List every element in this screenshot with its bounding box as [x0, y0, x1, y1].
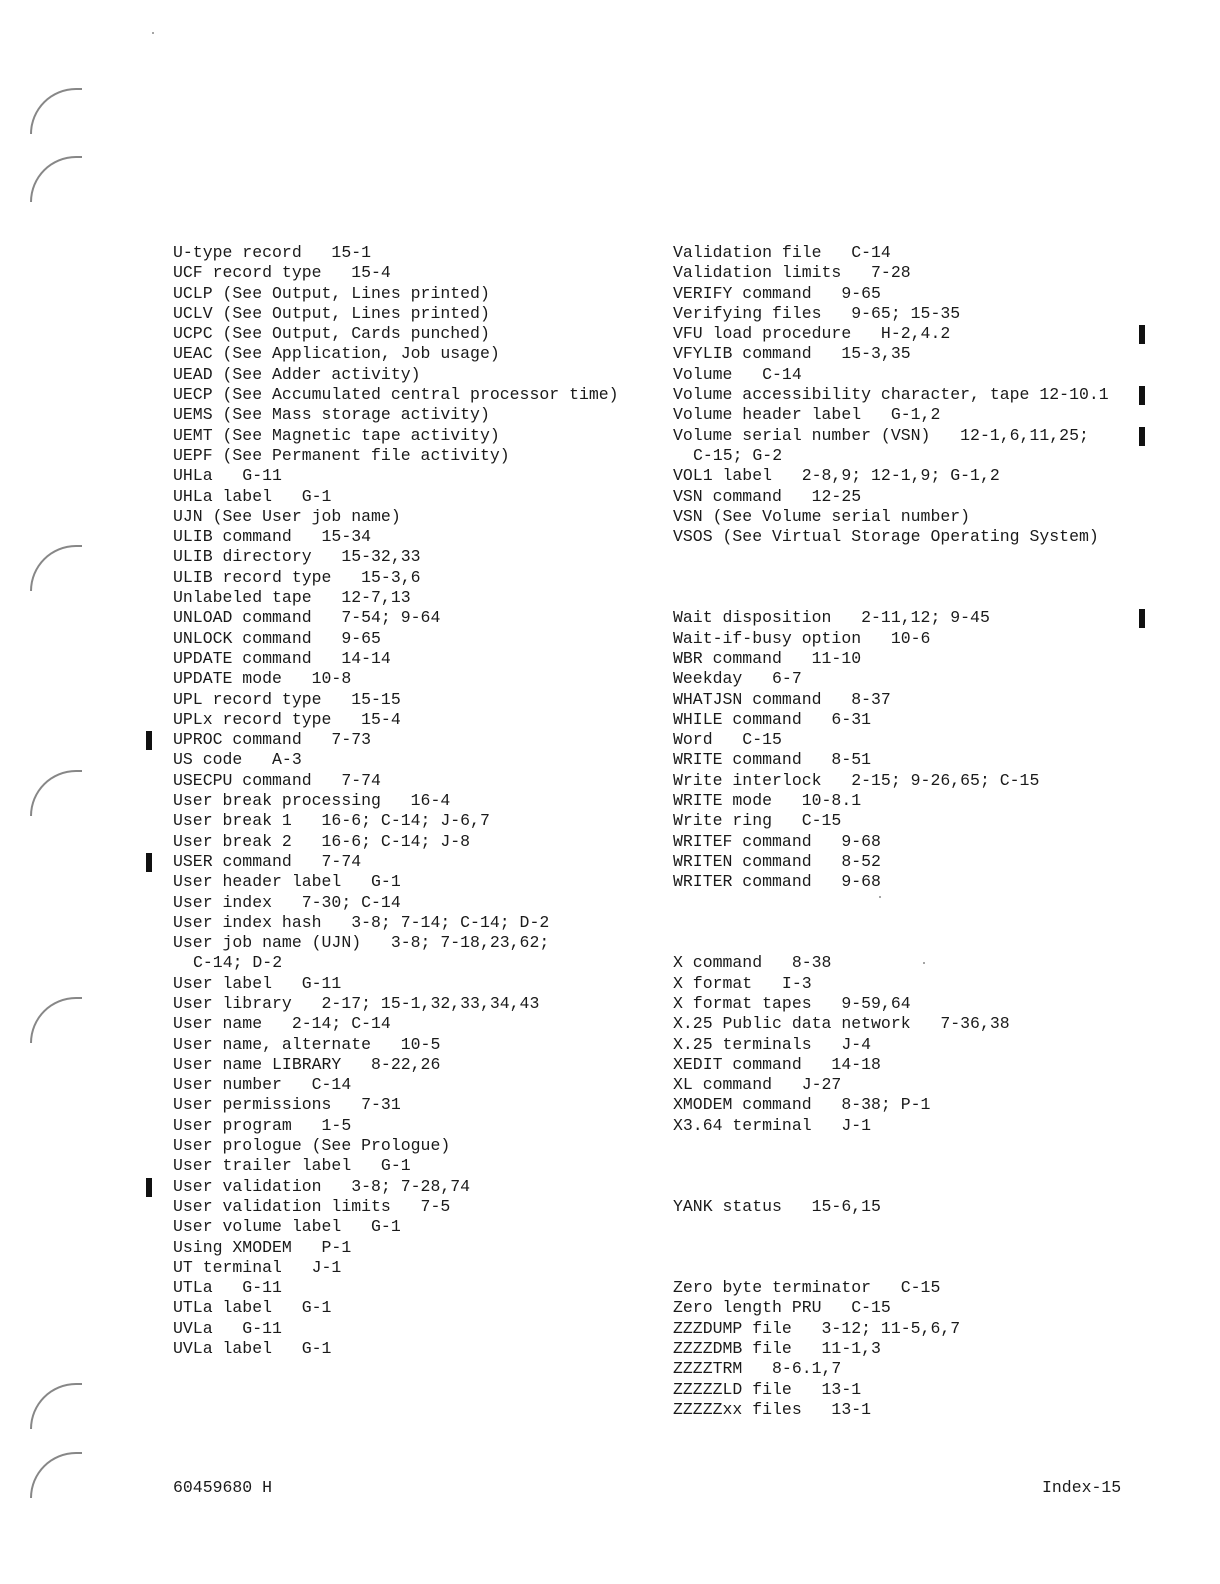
index-entry: [173, 1035, 643, 1055]
index-entry: [173, 284, 643, 304]
index-entry-text: VSOS (See Virtual Storage Operating System): [673, 527, 1099, 547]
change-bar: [1139, 427, 1145, 446]
index-entry: [173, 669, 643, 689]
index-entry-text: U-type record 15-1: [173, 243, 372, 262]
index-entry: [173, 750, 643, 770]
index-entry-text: ZZZZZxx files 13-1: [673, 1399, 872, 1419]
change-bar: [1139, 325, 1145, 344]
index-entry-text: User header label G-1: [173, 872, 401, 892]
index-entry-text: UHLa label G-1: [173, 486, 332, 506]
index-entry: [173, 1156, 643, 1176]
index-entry: [173, 1258, 643, 1278]
index-entry-text: Verifying files 9-65; 15-35: [673, 303, 961, 323]
index-entry-text: Word C-15: [673, 730, 782, 750]
index-entry: [673, 1400, 1133, 1420]
index-entry-text: Weekday 6-7: [673, 669, 802, 689]
index-entry-text: VSN command 12-25: [673, 486, 862, 506]
index-entry: [173, 974, 643, 994]
index-entry-text: ZZZDUMP file 3-12; 11-5,6,7: [673, 1318, 961, 1338]
scan-speck: [152, 32, 154, 34]
index-entry: [173, 811, 643, 831]
index-entry: [673, 1359, 1133, 1379]
index-entry-text: WHILE command 6-31: [673, 709, 872, 729]
index-entry-text: User job name (UJN) 3-8; 7-18,23,62;: [173, 933, 550, 953]
index-entry: [673, 385, 1133, 405]
index-entry-text: User program 1-5: [173, 1115, 352, 1135]
index-entry: [173, 710, 643, 730]
index-entry-text: VFYLIB command 15-3,35: [673, 344, 911, 364]
change-bar: [1139, 609, 1145, 628]
index-entry: [173, 527, 643, 547]
index-entry-text: Validation file C-14: [673, 243, 891, 262]
index-entry: [173, 1116, 643, 1136]
index-entry: [673, 649, 1133, 669]
index-entry-text: ZZZZZLD file 13-1: [673, 1379, 862, 1399]
index-entry: [673, 1339, 1133, 1359]
change-bar: [146, 1178, 152, 1197]
index-entry: [173, 1075, 643, 1095]
index-entry-text: X command 8-38: [673, 953, 832, 973]
index-entry: [673, 710, 1133, 730]
index-entry-text: User validation 3-8; 7-28,74: [173, 1176, 471, 1196]
index-entry-text: User break 1 16-6; C-14; J-6,7: [173, 811, 490, 831]
index-entry-text: UCF record type 15-4: [173, 263, 391, 283]
index-entry: [673, 690, 1133, 710]
index-entry-text: Zero byte terminator C-15: [673, 1278, 941, 1298]
index-entry: [673, 527, 1133, 547]
index-entry-text: ULIB directory 15-32,33: [173, 547, 421, 567]
index-entry-text: Volume header label G-1,2: [673, 405, 941, 425]
index-entry: [173, 466, 643, 486]
index-entry-text: ZZZZDMB file 11-1,3: [673, 1339, 881, 1359]
index-entry: [673, 669, 1133, 689]
index-entry: [173, 385, 643, 405]
index-entry-text: US code A-3: [173, 750, 302, 770]
index-entry-text: UTLa G-11: [173, 1278, 282, 1298]
page-label: Index-15: [1042, 1478, 1122, 1497]
index-entry: [173, 547, 643, 567]
index-entry: [173, 629, 643, 649]
index-entry-text: Validation limits 7-28: [673, 263, 911, 283]
index-entry-text: VOL1 label 2-8,9; 12-1,9; G-1,2: [673, 466, 1000, 486]
index-entry-text: UT terminal J-1: [173, 1257, 342, 1277]
index-entry-text: WRITE mode 10-8.1: [673, 791, 862, 811]
index-entry: [173, 426, 643, 446]
punch-hole-mark: [30, 545, 82, 591]
index-entry: [173, 994, 643, 1014]
index-entry-text: XMODEM command 8-38; P-1: [673, 1095, 931, 1115]
index-entry-text: Volume serial number (VSN) 12-1,6,11,25;: [673, 425, 1089, 445]
index-entry-text: Unlabeled tape 12-7,13: [173, 588, 411, 608]
index-entry-text: User validation limits 7-5: [173, 1196, 451, 1216]
index-entry-text: UEAC (See Application, Job usage): [173, 344, 500, 364]
index-entry-text: User name 2-14; C-14: [173, 1014, 391, 1034]
index-entry-text: XL command J-27: [673, 1075, 842, 1095]
index-entry: [673, 730, 1133, 750]
index-entry: [673, 487, 1133, 507]
index-entry: [173, 1319, 643, 1339]
punch-hole-mark: [30, 88, 82, 134]
index-entry: [173, 487, 643, 507]
index-entry: [173, 365, 643, 385]
index-entry-text: UNLOAD command 7-54; 9-64: [173, 608, 441, 628]
index-entry-text: ULIB command 15-34: [173, 527, 372, 547]
change-bar: [146, 731, 152, 750]
index-entry-text: UPLx record type 15-4: [173, 709, 401, 729]
index-entry-text: User index hash 3-8; 7-14; C-14; D-2: [173, 912, 550, 932]
index-entry-text: User name, alternate 10-5: [173, 1034, 441, 1054]
index-entry: [173, 608, 643, 628]
index-column-right: [673, 243, 1133, 1420]
index-entry: [173, 1055, 643, 1075]
index-entry: [173, 344, 643, 364]
group-spacer: [673, 1136, 1133, 1197]
index-entry-text: User volume label G-1: [173, 1217, 401, 1237]
index-entry: [173, 1298, 643, 1318]
index-entry-text: UTLa label G-1: [173, 1298, 332, 1318]
index-entry: [173, 690, 643, 710]
index-entry-text: XEDIT command 14-18: [673, 1054, 881, 1074]
punch-hole-mark: [30, 997, 82, 1043]
index-entry: [673, 1095, 1133, 1115]
index-entry-text: WRITE command 8-51: [673, 750, 872, 770]
index-entry: [673, 1035, 1133, 1055]
index-entry-text: UEMT (See Magnetic tape activity): [173, 425, 500, 445]
index-entry: [173, 913, 643, 933]
index-entry-text: UEMS (See Mass storage activity): [173, 405, 490, 425]
index-entry-text: UECP (See Accumulated central processor time): [173, 385, 619, 405]
index-column-left: [173, 243, 643, 1359]
index-entry: [673, 507, 1133, 527]
index-entry: [673, 1116, 1133, 1136]
index-entry-text: User name LIBRARY 8-22,26: [173, 1054, 441, 1074]
index-entry: [173, 405, 643, 425]
index-entry-text: UVLa label G-1: [173, 1339, 332, 1359]
index-entry-text: X format I-3: [673, 973, 812, 993]
index-entry: [673, 832, 1133, 852]
index-entry: [673, 771, 1133, 791]
index-entry-text: X.25 Public data network 7-36,38: [673, 1014, 1010, 1034]
index-entry: [673, 365, 1133, 385]
index-entry: [173, 933, 643, 974]
index-entry-text: UCLP (See Output, Lines printed): [173, 283, 490, 303]
index-entry-text: User permissions 7-31: [173, 1095, 401, 1115]
index-entry-text: UEAD (See Adder activity): [173, 364, 421, 384]
index-entry: [673, 1298, 1133, 1318]
index-entry-text: User library 2-17; 15-1,32,33,34,43: [173, 993, 540, 1013]
index-entry-text: Wait disposition 2-11,12; 9-45: [673, 608, 990, 628]
punch-hole-mark: [30, 1383, 82, 1429]
index-entry-text: Using XMODEM P-1: [173, 1237, 352, 1257]
index-entry-text: ZZZZTRM 8-6.1,7: [673, 1359, 842, 1379]
index-entry-text: YANK status 15-6,15: [673, 1196, 881, 1216]
index-entry-text: Write ring C-15: [673, 811, 842, 831]
index-entry: [673, 304, 1133, 324]
index-entry: [173, 507, 643, 527]
index-entry: [173, 1339, 643, 1359]
index-entry: [173, 446, 643, 466]
index-entry: [673, 608, 1133, 628]
index-entry-text: USECPU command 7-74: [173, 770, 381, 790]
index-entry-text: UNLOCK command 9-65: [173, 628, 381, 648]
index-entry-text: User prologue (See Prologue): [173, 1136, 451, 1156]
index-entry-text: Volume C-14: [673, 364, 802, 384]
index-entry-text: WRITER command 9-68: [673, 872, 881, 892]
index-entry: [173, 832, 643, 852]
index-entry-text: WBR command 11-10: [673, 648, 862, 668]
index-entry: [173, 263, 643, 283]
index-entry: [673, 791, 1133, 811]
index-entry-text: User trailer label G-1: [173, 1156, 411, 1176]
change-bar: [146, 853, 152, 872]
index-entry: [673, 629, 1133, 649]
index-entry-text: UCPC (See Output, Cards punched): [173, 324, 490, 344]
index-entry: [173, 872, 643, 892]
punch-hole-mark: [30, 1452, 82, 1498]
document-number: 60459680 H: [173, 1478, 273, 1497]
index-entry: [673, 1014, 1133, 1034]
index-entry: [673, 1075, 1133, 1095]
index-entry-text: Wait-if-busy option 10-6: [673, 628, 931, 648]
index-entry: [673, 811, 1133, 831]
index-entry: [673, 284, 1133, 304]
index-entry-text: VFU load procedure H-2,4.2: [673, 324, 951, 344]
change-bar: [1139, 386, 1145, 405]
index-entry: [673, 1319, 1133, 1339]
index-entry: [173, 588, 643, 608]
index-entry: [173, 1238, 643, 1258]
index-entry-text: ULIB record type 15-3,6: [173, 567, 421, 587]
index-entry: [173, 304, 643, 324]
index-entry-text: UCLV (See Output, Lines printed): [173, 303, 490, 323]
index-entry-text: Write interlock 2-15; 9-26,65; C-15: [673, 770, 1040, 790]
index-entry-text: User break processing 16-4: [173, 791, 451, 811]
index-entry: [173, 1197, 643, 1217]
index-entry: [673, 1055, 1133, 1075]
index-entry: [173, 1278, 643, 1298]
index-entry-text: UVLa G-11: [173, 1318, 282, 1338]
index-entry: [673, 750, 1133, 770]
group-spacer: [673, 547, 1133, 608]
index-entry-text: UPROC command 7-73: [173, 730, 372, 750]
group-spacer: [673, 1217, 1133, 1278]
index-entry: [173, 771, 643, 791]
index-entry: [673, 426, 1133, 467]
index-entry: [173, 649, 643, 669]
index-entry-text: Volume accessibility character, tape 12-10.1: [673, 385, 1109, 405]
index-entry: [173, 568, 643, 588]
index-entry: [173, 852, 643, 872]
index-entry: [673, 405, 1133, 425]
index-entry: [173, 730, 643, 750]
index-entry: [673, 344, 1133, 364]
index-entry-text: X3.64 terminal J-1: [673, 1115, 872, 1135]
index-entry: [673, 872, 1133, 892]
index-entry-text: UPDATE mode 10-8: [173, 669, 352, 689]
index-entry-text: X.25 terminals J-4: [673, 1034, 872, 1054]
index-entry: [673, 953, 1133, 973]
index-entry-text: UEPF (See Permanent file activity): [173, 445, 510, 465]
index-entry: [173, 324, 643, 344]
index-entry: [673, 994, 1133, 1014]
punch-hole-mark: [30, 770, 82, 816]
index-entry-text: WRITEF command 9-68: [673, 831, 881, 851]
group-spacer: [673, 893, 1133, 954]
index-entry: [173, 1136, 643, 1156]
index-entry: [173, 791, 643, 811]
index-entry-continuation: C-15; G-2: [693, 445, 783, 465]
index-entry: [673, 1380, 1133, 1400]
index-entry: [173, 1014, 643, 1034]
index-entry-text: User label G-11: [173, 973, 342, 993]
index-entry-text: WRITEN command 8-52: [673, 851, 881, 871]
index-entry-text: User index 7-30; C-14: [173, 892, 401, 912]
index-entry: [173, 243, 643, 263]
index-entry: [673, 466, 1133, 486]
index-entry-text: WHATJSN command 8-37: [673, 689, 891, 709]
index-entry: [673, 263, 1133, 283]
index-entry-text: User break 2 16-6; C-14; J-8: [173, 831, 471, 851]
index-entry-text: UJN (See User job name): [173, 506, 401, 526]
index-entry-text: Zero length PRU C-15: [673, 1298, 891, 1318]
index-entry-text: VERIFY command 9-65: [673, 283, 881, 303]
index-entry-text: UPL record type 15-15: [173, 689, 401, 709]
index-entry: [673, 324, 1133, 344]
index-entry-text: UHLa G-11: [173, 466, 282, 486]
index-entry: [673, 1197, 1133, 1217]
index-entry-text: USER command 7-74: [173, 851, 362, 871]
punch-hole-mark: [30, 156, 82, 202]
index-entry: [173, 1095, 643, 1115]
index-entry-continuation: C-14; D-2: [193, 953, 283, 973]
index-entry: [173, 1217, 643, 1237]
index-entry: [673, 974, 1133, 994]
index-entry-text: UPDATE command 14-14: [173, 648, 391, 668]
index-entry: [673, 243, 1133, 263]
index-entry-text: User number C-14: [173, 1075, 352, 1095]
index-entry: [173, 1177, 643, 1197]
index-entry: [173, 893, 643, 913]
index-entry-text: X format tapes 9-59,64: [673, 993, 911, 1013]
index-entry-text: VSN (See Volume serial number): [673, 506, 971, 526]
index-entry: [673, 1278, 1133, 1298]
index-entry: [673, 852, 1133, 872]
